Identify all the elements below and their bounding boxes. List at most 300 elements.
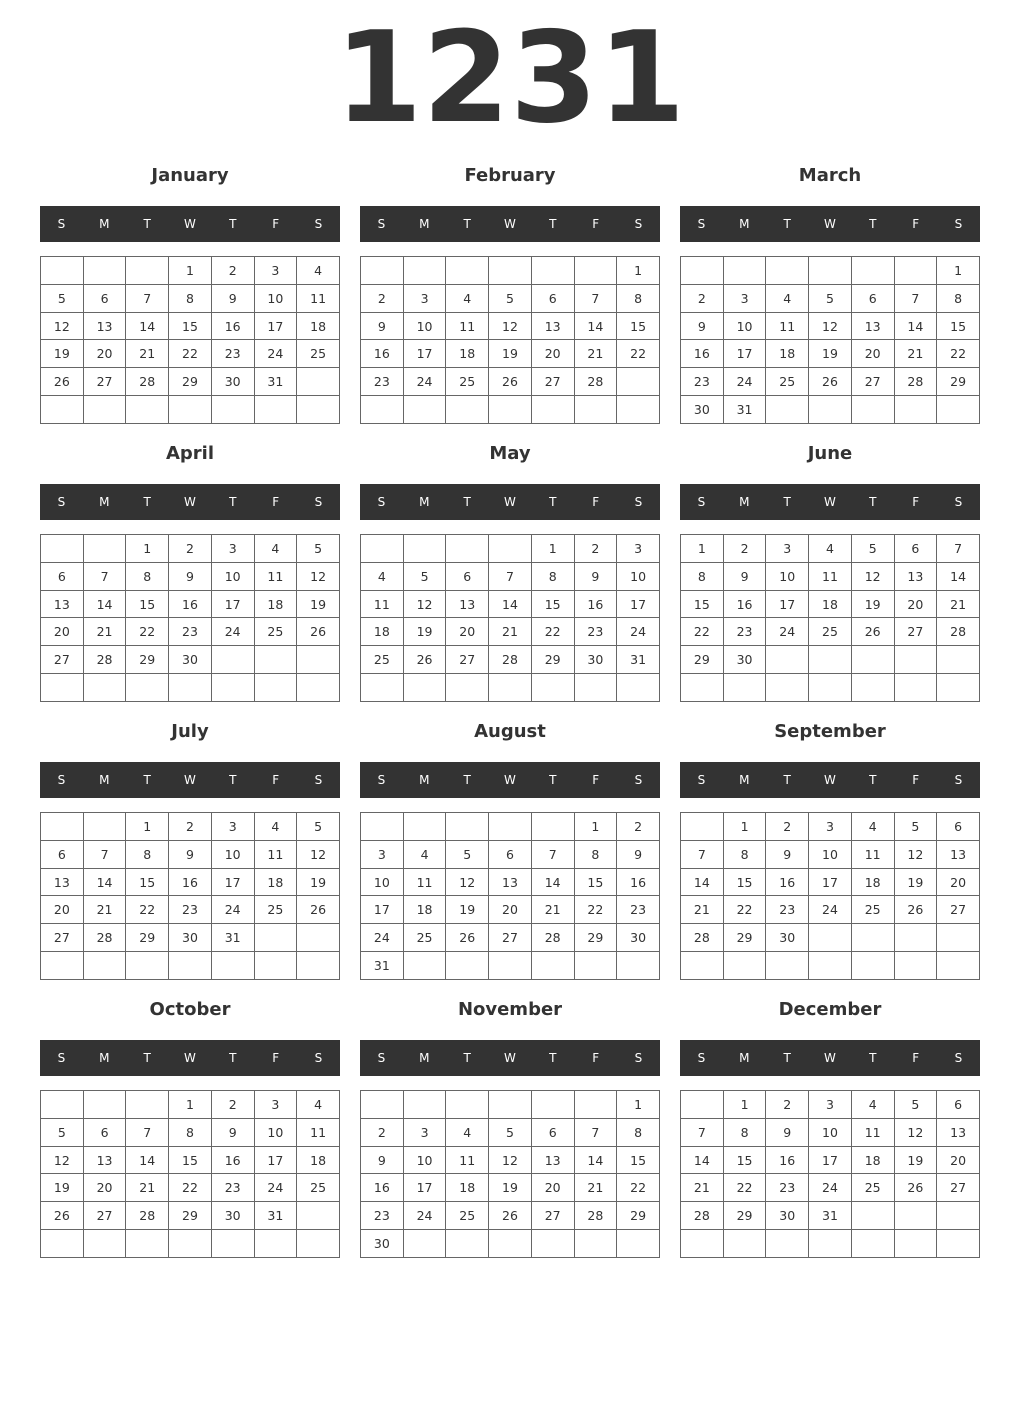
day-cell bbox=[361, 396, 404, 424]
day-cell: 10 bbox=[766, 562, 809, 590]
day-cell: 2 bbox=[169, 535, 212, 563]
day-cell bbox=[617, 674, 660, 702]
week-row bbox=[681, 340, 980, 368]
day-cell bbox=[894, 1230, 937, 1258]
weekday-label: S bbox=[954, 217, 963, 231]
day-cell: 12 bbox=[894, 1118, 937, 1146]
day-cell: 22 bbox=[617, 340, 660, 368]
weekday-label: T bbox=[549, 495, 557, 509]
day-cell: 14 bbox=[126, 1146, 169, 1174]
day-cell bbox=[211, 952, 254, 980]
weekday-label: W bbox=[184, 217, 196, 231]
day-cell: 12 bbox=[446, 868, 489, 896]
day-cell bbox=[126, 674, 169, 702]
weekday-label: F bbox=[272, 495, 280, 509]
day-cell bbox=[531, 674, 574, 702]
day-cell: 15 bbox=[937, 312, 980, 340]
day-cell: 11 bbox=[809, 562, 852, 590]
day-cell: 23 bbox=[723, 618, 766, 646]
day-cell: 9 bbox=[766, 840, 809, 868]
day-cell bbox=[574, 257, 617, 285]
day-cell bbox=[681, 1230, 724, 1258]
day-cell: 25 bbox=[254, 618, 297, 646]
day-cell: 22 bbox=[681, 618, 724, 646]
weekday-label: M bbox=[739, 217, 750, 231]
day-cell: 15 bbox=[617, 312, 660, 340]
weekday-header bbox=[40, 1040, 340, 1076]
day-cell bbox=[531, 396, 574, 424]
day-cell: 18 bbox=[851, 1146, 894, 1174]
day-cell: 5 bbox=[41, 1118, 84, 1146]
weekday-header bbox=[680, 762, 980, 798]
day-cell: 31 bbox=[809, 1202, 852, 1230]
weekday-label: S bbox=[377, 217, 386, 231]
day-cell: 19 bbox=[403, 618, 446, 646]
day-cell: 12 bbox=[297, 840, 340, 868]
day-cell: 19 bbox=[894, 1146, 937, 1174]
month-block bbox=[680, 994, 980, 1264]
day-cell bbox=[723, 1230, 766, 1258]
day-cell bbox=[403, 257, 446, 285]
day-cell bbox=[126, 1230, 169, 1258]
weekday-label: W bbox=[184, 495, 196, 509]
weekday-label: M bbox=[99, 773, 110, 787]
day-cell: 8 bbox=[617, 284, 660, 312]
day-cell bbox=[169, 952, 212, 980]
day-cell: 2 bbox=[211, 1091, 254, 1119]
day-cell: 20 bbox=[937, 1146, 980, 1174]
day-cell bbox=[41, 813, 84, 841]
day-cell: 16 bbox=[723, 590, 766, 618]
day-cell: 7 bbox=[126, 1118, 169, 1146]
day-cell: 3 bbox=[403, 1118, 446, 1146]
day-cell: 10 bbox=[809, 1118, 852, 1146]
day-cell: 30 bbox=[766, 1202, 809, 1230]
month-name: June bbox=[807, 443, 853, 464]
day-cell: 15 bbox=[617, 1146, 660, 1174]
day-cell: 18 bbox=[446, 1174, 489, 1202]
day-cell: 31 bbox=[723, 396, 766, 424]
day-grid bbox=[40, 256, 340, 424]
day-cell bbox=[851, 952, 894, 980]
weekday-label: T bbox=[549, 773, 557, 787]
day-cell: 16 bbox=[617, 868, 660, 896]
month-block bbox=[360, 438, 660, 708]
day-cell: 26 bbox=[297, 896, 340, 924]
day-cell: 10 bbox=[361, 868, 404, 896]
weekday-label: M bbox=[419, 1051, 430, 1065]
day-cell: 1 bbox=[126, 535, 169, 563]
day-cell: 30 bbox=[211, 1202, 254, 1230]
day-cell: 26 bbox=[403, 646, 446, 674]
month-name: November bbox=[457, 999, 563, 1020]
day-cell: 18 bbox=[809, 590, 852, 618]
day-cell: 22 bbox=[617, 1174, 660, 1202]
day-cell bbox=[766, 257, 809, 285]
weekday-label: S bbox=[377, 1051, 386, 1065]
weekday-header bbox=[40, 484, 340, 520]
day-cell: 14 bbox=[681, 1146, 724, 1174]
day-cell: 11 bbox=[851, 1118, 894, 1146]
weekday-header bbox=[40, 206, 340, 242]
day-cell: 18 bbox=[254, 868, 297, 896]
day-cell bbox=[531, 952, 574, 980]
day-cell: 5 bbox=[809, 284, 852, 312]
weekday-label: F bbox=[912, 1051, 920, 1065]
weekday-label: T bbox=[463, 1051, 471, 1065]
week-row bbox=[41, 618, 340, 646]
week-row bbox=[361, 1146, 660, 1174]
day-cell: 7 bbox=[574, 284, 617, 312]
day-cell bbox=[851, 396, 894, 424]
day-cell: 10 bbox=[403, 1146, 446, 1174]
day-cell: 9 bbox=[211, 284, 254, 312]
day-cell bbox=[403, 813, 446, 841]
month-block bbox=[40, 994, 340, 1264]
day-cell: 29 bbox=[937, 368, 980, 396]
month-block bbox=[360, 160, 660, 430]
day-cell: 23 bbox=[681, 368, 724, 396]
day-cell: 5 bbox=[446, 840, 489, 868]
day-cell bbox=[446, 674, 489, 702]
day-cell bbox=[446, 535, 489, 563]
week-row bbox=[361, 1174, 660, 1202]
day-cell: 24 bbox=[211, 896, 254, 924]
day-cell: 27 bbox=[83, 368, 126, 396]
day-cell bbox=[894, 257, 937, 285]
day-cell bbox=[681, 1091, 724, 1119]
day-cell: 23 bbox=[766, 896, 809, 924]
week-row bbox=[361, 868, 660, 896]
day-cell bbox=[937, 1230, 980, 1258]
day-cell: 29 bbox=[169, 1202, 212, 1230]
month-name: December bbox=[778, 999, 882, 1020]
day-cell: 3 bbox=[809, 813, 852, 841]
day-cell: 30 bbox=[617, 924, 660, 952]
day-cell: 23 bbox=[169, 618, 212, 646]
day-cell: 10 bbox=[254, 284, 297, 312]
day-cell bbox=[531, 1230, 574, 1258]
day-cell: 2 bbox=[681, 284, 724, 312]
day-cell: 17 bbox=[211, 868, 254, 896]
day-cell: 3 bbox=[723, 284, 766, 312]
day-cell bbox=[446, 952, 489, 980]
week-row bbox=[41, 1091, 340, 1119]
day-cell: 13 bbox=[937, 840, 980, 868]
day-cell: 22 bbox=[169, 340, 212, 368]
month-name: August bbox=[474, 721, 546, 742]
day-cell: 13 bbox=[83, 312, 126, 340]
weekday-label: F bbox=[272, 773, 280, 787]
day-cell: 7 bbox=[531, 840, 574, 868]
day-cell: 20 bbox=[937, 868, 980, 896]
day-cell bbox=[403, 1230, 446, 1258]
weekday-label: S bbox=[377, 773, 386, 787]
day-cell: 14 bbox=[83, 590, 126, 618]
weekday-label: F bbox=[592, 495, 600, 509]
day-cell: 22 bbox=[531, 618, 574, 646]
weekday-label: T bbox=[143, 495, 151, 509]
day-cell: 3 bbox=[766, 535, 809, 563]
day-cell bbox=[297, 396, 340, 424]
day-cell bbox=[489, 674, 532, 702]
week-row bbox=[41, 896, 340, 924]
week-row bbox=[41, 646, 340, 674]
weekday-header bbox=[360, 1040, 660, 1076]
day-cell: 15 bbox=[169, 312, 212, 340]
weekday-label: T bbox=[229, 495, 237, 509]
day-cell: 8 bbox=[617, 1118, 660, 1146]
day-cell bbox=[531, 813, 574, 841]
day-cell: 25 bbox=[361, 646, 404, 674]
weekday-label: T bbox=[869, 495, 877, 509]
day-cell: 13 bbox=[489, 868, 532, 896]
weekday-label: T bbox=[143, 1051, 151, 1065]
day-grid bbox=[360, 1090, 660, 1258]
day-cell bbox=[254, 1230, 297, 1258]
week-row bbox=[681, 562, 980, 590]
week-row bbox=[361, 840, 660, 868]
month-name: September bbox=[774, 721, 886, 742]
day-cell bbox=[809, 1230, 852, 1258]
day-cell: 4 bbox=[254, 813, 297, 841]
day-cell bbox=[574, 952, 617, 980]
day-cell bbox=[809, 396, 852, 424]
day-cell bbox=[531, 1091, 574, 1119]
day-cell: 19 bbox=[809, 340, 852, 368]
day-cell bbox=[766, 1230, 809, 1258]
month-block bbox=[680, 438, 980, 708]
day-grid bbox=[360, 812, 660, 980]
day-cell: 26 bbox=[894, 1174, 937, 1202]
day-cell bbox=[531, 257, 574, 285]
day-cell: 21 bbox=[681, 1174, 724, 1202]
day-cell bbox=[937, 924, 980, 952]
day-cell: 9 bbox=[361, 312, 404, 340]
day-cell: 18 bbox=[851, 868, 894, 896]
week-row bbox=[361, 1091, 660, 1119]
day-cell: 27 bbox=[937, 896, 980, 924]
day-cell: 15 bbox=[531, 590, 574, 618]
weekday-label: M bbox=[99, 1051, 110, 1065]
day-cell bbox=[211, 646, 254, 674]
day-cell: 1 bbox=[937, 257, 980, 285]
day-cell: 6 bbox=[446, 562, 489, 590]
day-cell bbox=[723, 257, 766, 285]
day-cell: 21 bbox=[531, 896, 574, 924]
day-cell bbox=[169, 1230, 212, 1258]
day-cell: 18 bbox=[254, 590, 297, 618]
day-cell: 2 bbox=[766, 1091, 809, 1119]
month-name: April bbox=[165, 443, 215, 464]
day-cell bbox=[723, 952, 766, 980]
day-cell bbox=[809, 924, 852, 952]
day-cell bbox=[297, 1202, 340, 1230]
day-cell: 3 bbox=[809, 1091, 852, 1119]
day-cell: 1 bbox=[169, 257, 212, 285]
day-cell: 1 bbox=[126, 813, 169, 841]
week-row bbox=[361, 896, 660, 924]
day-cell: 16 bbox=[169, 868, 212, 896]
week-row bbox=[361, 924, 660, 952]
day-cell bbox=[894, 674, 937, 702]
day-grid bbox=[680, 1090, 980, 1258]
day-cell: 13 bbox=[531, 1146, 574, 1174]
day-cell: 22 bbox=[126, 618, 169, 646]
day-cell: 9 bbox=[574, 562, 617, 590]
week-row bbox=[681, 590, 980, 618]
day-cell: 25 bbox=[446, 368, 489, 396]
day-cell: 7 bbox=[681, 840, 724, 868]
weekday-label: W bbox=[824, 217, 836, 231]
weekday-label: M bbox=[739, 1051, 750, 1065]
day-cell bbox=[403, 674, 446, 702]
day-cell: 25 bbox=[809, 618, 852, 646]
day-cell: 27 bbox=[83, 1202, 126, 1230]
day-cell: 2 bbox=[211, 257, 254, 285]
day-grid bbox=[40, 1090, 340, 1258]
day-cell: 24 bbox=[361, 924, 404, 952]
day-cell: 28 bbox=[83, 646, 126, 674]
day-cell bbox=[681, 257, 724, 285]
week-row bbox=[361, 952, 660, 980]
week-row bbox=[41, 1230, 340, 1258]
weekday-label: F bbox=[912, 217, 920, 231]
day-cell: 26 bbox=[809, 368, 852, 396]
weekday-label: W bbox=[824, 1051, 836, 1065]
day-cell bbox=[41, 396, 84, 424]
day-cell bbox=[403, 1091, 446, 1119]
day-cell: 16 bbox=[574, 590, 617, 618]
day-cell: 4 bbox=[297, 257, 340, 285]
day-cell bbox=[211, 396, 254, 424]
day-cell bbox=[851, 674, 894, 702]
day-cell bbox=[361, 813, 404, 841]
week-row bbox=[41, 257, 340, 285]
weekday-label: T bbox=[783, 1051, 791, 1065]
day-cell bbox=[937, 396, 980, 424]
week-row bbox=[41, 1146, 340, 1174]
day-cell: 30 bbox=[361, 1230, 404, 1258]
day-cell: 15 bbox=[126, 868, 169, 896]
month-block bbox=[360, 716, 660, 986]
day-cell: 6 bbox=[531, 284, 574, 312]
week-row bbox=[41, 813, 340, 841]
day-cell: 17 bbox=[211, 590, 254, 618]
day-cell: 16 bbox=[169, 590, 212, 618]
day-cell bbox=[41, 1091, 84, 1119]
day-cell: 13 bbox=[937, 1118, 980, 1146]
week-row bbox=[681, 840, 980, 868]
weekday-label: F bbox=[272, 1051, 280, 1065]
day-cell bbox=[83, 813, 126, 841]
day-grid bbox=[40, 534, 340, 702]
day-cell: 11 bbox=[254, 840, 297, 868]
day-cell: 14 bbox=[83, 868, 126, 896]
day-cell: 26 bbox=[489, 1202, 532, 1230]
weekday-label: T bbox=[549, 217, 557, 231]
day-cell: 23 bbox=[361, 1202, 404, 1230]
week-row bbox=[41, 868, 340, 896]
week-row bbox=[361, 646, 660, 674]
weekday-label: T bbox=[869, 1051, 877, 1065]
day-cell bbox=[297, 368, 340, 396]
day-cell: 25 bbox=[446, 1202, 489, 1230]
day-cell bbox=[574, 674, 617, 702]
day-cell: 27 bbox=[446, 646, 489, 674]
week-row bbox=[681, 1118, 980, 1146]
month-block bbox=[40, 160, 340, 430]
day-cell: 7 bbox=[489, 562, 532, 590]
day-cell: 21 bbox=[126, 1174, 169, 1202]
day-cell: 2 bbox=[361, 284, 404, 312]
day-cell: 10 bbox=[723, 312, 766, 340]
day-cell: 16 bbox=[211, 1146, 254, 1174]
day-cell bbox=[809, 952, 852, 980]
weekday-header bbox=[360, 206, 660, 242]
week-row bbox=[361, 1202, 660, 1230]
day-cell bbox=[403, 535, 446, 563]
day-cell: 3 bbox=[211, 535, 254, 563]
day-cell: 6 bbox=[894, 535, 937, 563]
weekday-label: S bbox=[634, 217, 643, 231]
day-cell: 14 bbox=[574, 312, 617, 340]
day-cell bbox=[809, 674, 852, 702]
week-row bbox=[681, 868, 980, 896]
day-cell: 8 bbox=[937, 284, 980, 312]
day-cell: 22 bbox=[574, 896, 617, 924]
day-cell: 25 bbox=[297, 340, 340, 368]
day-cell: 19 bbox=[894, 868, 937, 896]
week-row bbox=[681, 1091, 980, 1119]
weekday-label: T bbox=[143, 773, 151, 787]
week-row bbox=[361, 813, 660, 841]
day-cell: 6 bbox=[851, 284, 894, 312]
day-cell bbox=[126, 396, 169, 424]
day-cell bbox=[83, 952, 126, 980]
day-cell bbox=[809, 646, 852, 674]
weekday-label: T bbox=[463, 773, 471, 787]
day-cell: 25 bbox=[297, 1174, 340, 1202]
day-cell bbox=[83, 1091, 126, 1119]
day-grid bbox=[40, 812, 340, 980]
day-cell: 28 bbox=[894, 368, 937, 396]
day-cell: 8 bbox=[531, 562, 574, 590]
day-cell bbox=[937, 1202, 980, 1230]
day-cell: 9 bbox=[766, 1118, 809, 1146]
day-cell: 5 bbox=[894, 813, 937, 841]
day-cell: 21 bbox=[937, 590, 980, 618]
weekday-label: M bbox=[739, 773, 750, 787]
day-cell bbox=[851, 1230, 894, 1258]
month-block bbox=[360, 994, 660, 1264]
day-cell: 26 bbox=[489, 368, 532, 396]
week-row bbox=[41, 562, 340, 590]
day-cell bbox=[361, 674, 404, 702]
week-row bbox=[361, 312, 660, 340]
day-cell: 24 bbox=[809, 896, 852, 924]
day-cell: 1 bbox=[723, 813, 766, 841]
day-cell: 4 bbox=[851, 813, 894, 841]
day-cell: 4 bbox=[254, 535, 297, 563]
day-cell: 7 bbox=[83, 840, 126, 868]
day-cell: 17 bbox=[361, 896, 404, 924]
day-cell bbox=[446, 1230, 489, 1258]
day-cell: 28 bbox=[681, 924, 724, 952]
weekday-label: M bbox=[99, 217, 110, 231]
day-cell: 8 bbox=[169, 1118, 212, 1146]
day-cell bbox=[403, 396, 446, 424]
